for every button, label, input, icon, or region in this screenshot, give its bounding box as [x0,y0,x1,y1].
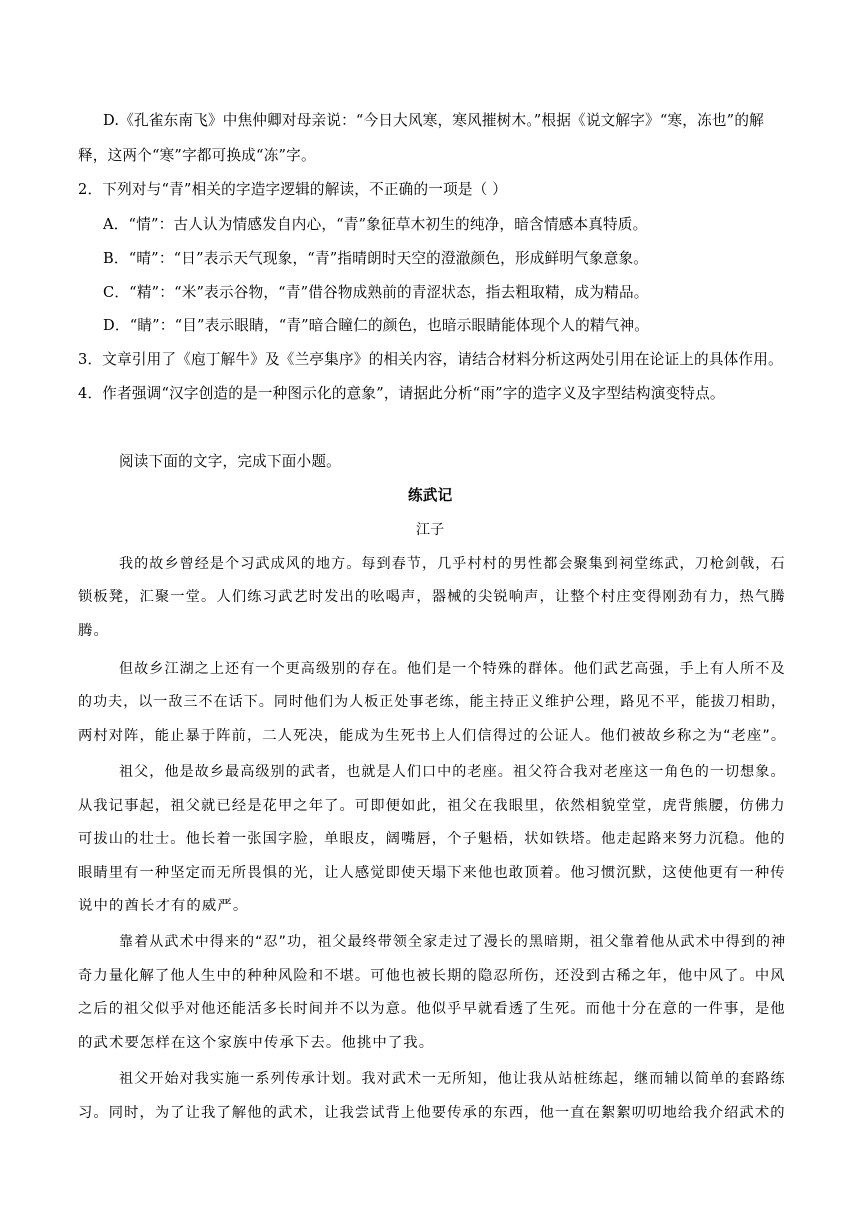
passage-line: 祖父开始对我实施一系列传承计划。我对武术一无所知，他让我从站桩练起，继而辅以简单的套路练 [119,1071,786,1087]
q2-option-a: A．“情”：古人认为情感发自内心，“青”象征草木初生的纯净，暗含情感本真特质。 [103,216,648,233]
passage-line: 从我记事起，祖父就已经是花甲之年了。可即便如此，祖父在我眼里，依然相貌堂堂，虎背熊腰，仿佛力 [78,798,786,814]
passage-line: 的武术要怎样在这个家族中传承下去。他挑中了我。 [78,1035,435,1051]
passage-line: 习。同时，为了让我了解他的武术，让我尝试背上他要传承的东西，他一直在絮絮叨叨地给我介绍武术的 [78,1105,786,1121]
q2-option-b: B．“晴”：“日”表示天气现象，“青”指晴朗时天空的澄澈颜色，形成鲜明气象意象。 [103,250,649,267]
passage-line: 我的故乡曾经是个习武成风的地方。每到春节，几乎村村的男性都会聚集到祠堂练武，刀枪剑戟，石 [119,556,786,572]
passage-author: 江子 [416,522,445,538]
passage-title: 练武记 [408,487,453,504]
passage-line: 的功夫，以一敌三不在话下。同时他们为人板正处事老练，能主持正义维护公理，路见不平，能拔刀相助， [78,694,787,710]
passage-line: 可拔山的壮士。他长着一张国字脸，单眼皮，阔嘴唇，个子魁梧，状如铁塔。他走起路来努力沉稳。他的 [78,831,786,847]
q4: 4．作者强调“汉字创造的是一种图示化的意象”，请据此分析“雨”字的造字义及字型结构演变特点。 [78,385,725,402]
q2-option-d: D．“睛”：“目”表示眼睛，“青”暗合瞳仁的颜色，也暗示眼睛能体现个人的精气神。 [103,317,650,334]
q2-stem: 2．下列对与“青”相关的字造字逻辑的解读，不正确的一项是（ ） [78,181,508,198]
q1-option-d-line1: D.《孔雀东南飞》中焦仲卿对母亲说：“今日大风寒，寒风摧树木。”根据《说文解字》“寒，冻也”的解 [103,112,764,129]
passage-line: 锁板凳，汇聚一堂。人们练习武艺时发出的吆喝声，器械的尖锐响声，让整个村庄变得刚劲有力，热气腾 [78,589,786,605]
q3: 3．文章引用了《庖丁解牛》及《兰亭集序》的相关内容，请结合材料分析这两处引用在论证上的具体作用。 [78,351,783,368]
passage-line: 靠着从武术中得来的“忍”功，祖父最终带领全家走过了漫长的黑暗期，祖父靠着他从武术中得到的神 [119,934,787,950]
passage-line: 但故乡江湖之上还有一个更高级别的存在。他们是一个特殊的群体。他们武艺高强，手上有人所不及 [119,661,786,677]
passage-line: 说中的酋长才有的威严。 [78,898,249,914]
passage-line: 腾。 [78,623,109,639]
q2-option-c: C．“精”：“米”表示谷物，“青”借谷物成熟前的青涩状态，指去粗取精，成为精品。 [103,284,649,301]
passage-line: 眼睛里有一种坚定而无所畏惧的光，让人感觉即使天塌下来他也敢顶着。他习惯沉默，这使他更有一种传 [78,865,786,881]
q1-option-d-line2: 释，这两个“寒”字都可换成“冻”字。 [78,147,316,164]
passage-line: 之后的祖父似乎对他还能活多长时间并不以为意。他似乎早就看透了生死。而他十分在意的一件事，是他 [78,1001,786,1017]
passage-line: 奇力量化解了他人生中的种种风险和不堪。可他也被长期的隐忍所伤，还没到古稀之年，他中风了。中风 [78,968,786,984]
reading-instruction: 阅读下面的文字，完成下面小题。 [119,453,341,470]
passage-line: 两村对阵，能止暴于阵前，二人死决，能成为生死书上人们信得过的公证人。他们被故乡称之为“老座”。 [78,728,787,744]
passage-line: 祖父，他是故乡最高级别的武者，也就是人们口中的老座。祖父符合我对老座这一角色的一切想象。 [119,764,786,780]
